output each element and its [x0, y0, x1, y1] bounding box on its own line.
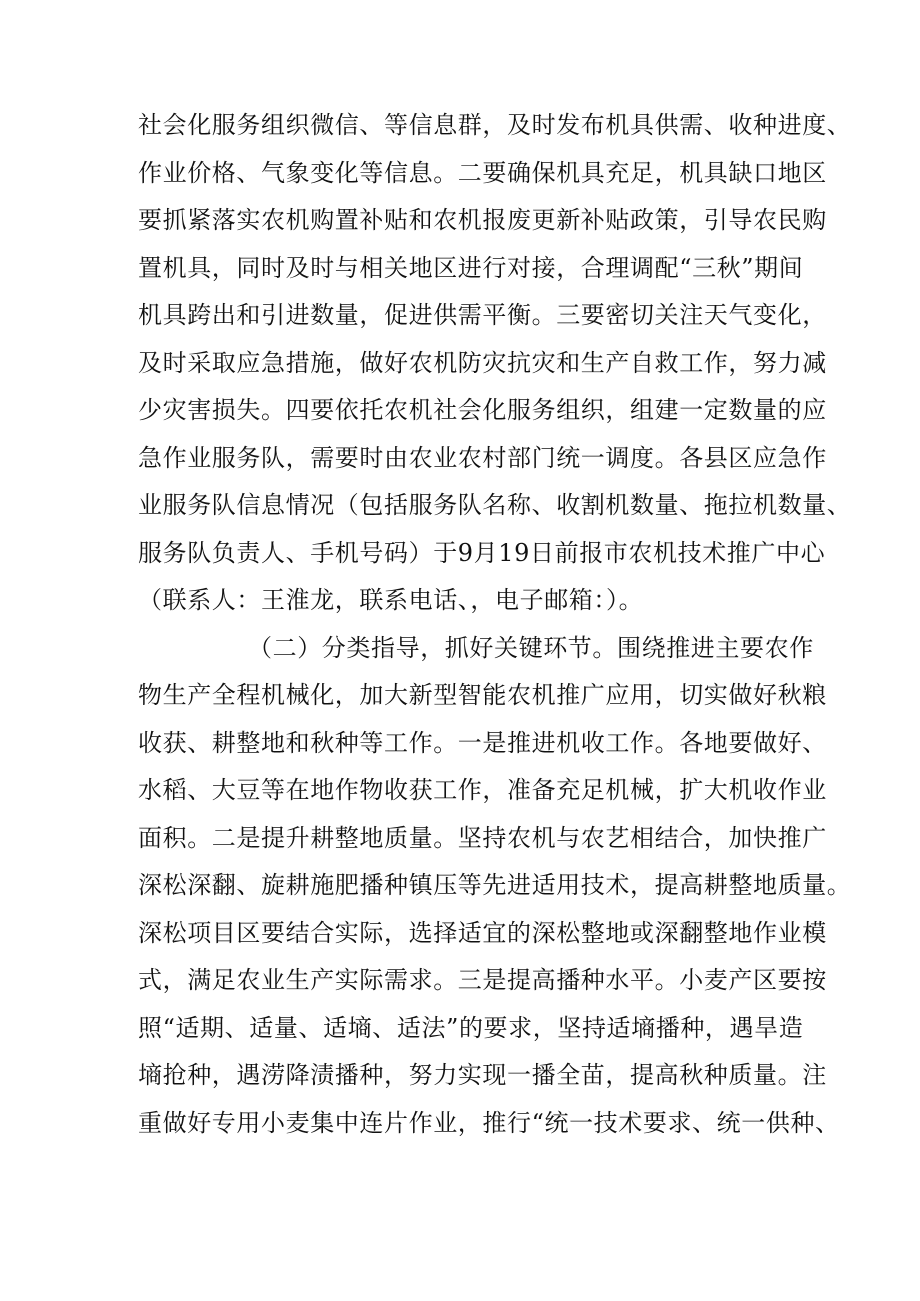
- text-line: 深松项目区要结合实际，选择适宜的深松整地或深翻整地作业模: [138, 918, 827, 947]
- text-line: 重做好专用小麦集中连片作业，推行“统一技术要求、统一供种、: [138, 1108, 840, 1137]
- text-line: 服务队负责人、手机号码）于9月19日前报市农机技术推广中心: [138, 538, 826, 567]
- text-line: 作业价格、气象变化等信息。二要确保机具充足，机具缺口地区: [138, 158, 827, 187]
- text-line: 收获、耕整地和秋种等工作。一是推进机收工作。各地要做好、: [138, 728, 827, 757]
- text-line: 急作业服务队，需要时由农业农村部门统一调度。各县区应急作: [138, 443, 827, 472]
- text-line: 墒抢种，遇涝降渍播种，努力实现一播全苗，提高秋种质量。注: [138, 1061, 827, 1089]
- text-line: 及时采取应急措施，做好农机防灾抗灾和生产自救工作，努力减: [138, 348, 827, 377]
- text-line: 照“适期、适量、适墒、适法”的要求，坚持适墒播种，遇旱造: [138, 1013, 804, 1042]
- text-line: 机具跨出和引进数量，促进供需平衡。三要密切关注天气变化，: [138, 301, 827, 329]
- text-line: 物生产全程机械化，加大新型智能农机推广应用，切实做好秋粮: [138, 681, 827, 709]
- body-text: [138, 102, 852, 1147]
- text-line: 深松深翻、旋耕施肥播种镇压等先进适用技术，提高耕整地质量。: [138, 871, 852, 899]
- text-line: 要抓紧落实农机购置补贴和农机报废更新补贴政策，引导农民购: [138, 206, 827, 234]
- text-line: （联系人：王淮龙，联系电话、，电子邮箱：）。: [138, 586, 644, 614]
- text-line: 少灾害损失。四要依托农机社会化服务组织，组建一定数量的应: [138, 396, 827, 424]
- text-line: 式，满足农业生产实际需求。三是提高播种水平。小麦产区要按: [138, 966, 827, 994]
- text-line: 社会化服务组织微信、等信息群，及时发布机具供需、收种进度、: [138, 111, 852, 139]
- text-line: 置机具，同时及时与相关地区进行对接，合理调配“三秋”期间: [138, 253, 804, 282]
- text-line: 面积。二是提升耕整地质量。坚持农机与农艺相结合，加快推广: [138, 823, 827, 852]
- text-line: 业服务队信息情况（包括服务队名称、收割机数量、拖拉机数量、: [138, 491, 852, 519]
- section-heading-line: （二）分类指导，抓好关键环节。围绕推进主要农作: [248, 633, 814, 662]
- text-line: 水稻、大豆等在地作物收获工作，准备充足机械，扩大机收作业: [138, 776, 827, 804]
